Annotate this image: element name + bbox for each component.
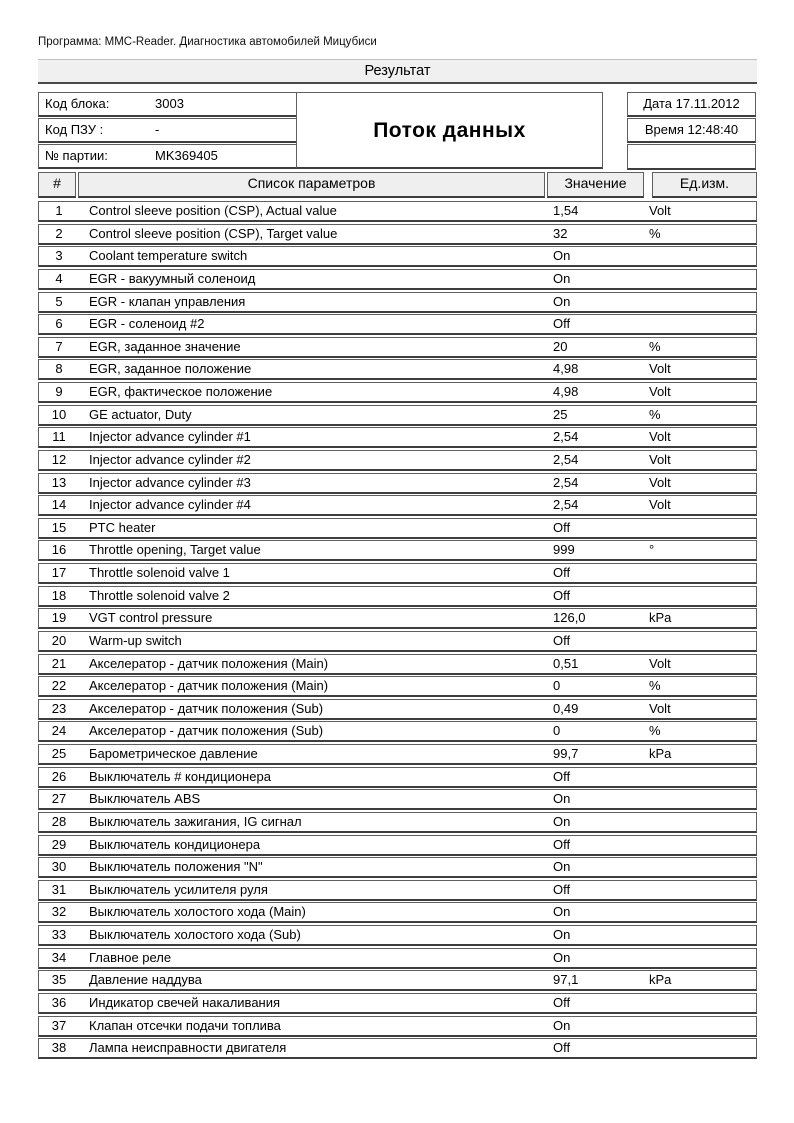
row-parameter: Акселератор - датчик положения (Main) <box>89 655 329 671</box>
row-number: 14 <box>51 497 67 513</box>
table-row <box>38 835 757 856</box>
row-parameter: Injector advance cylinder #3 <box>89 474 251 490</box>
row-number: 3 <box>55 248 63 264</box>
block-code-label: Код блока: <box>45 96 110 111</box>
row-unit: kPa <box>649 972 672 988</box>
row-parameter: Барометрическое давление <box>89 746 258 761</box>
row-value: On <box>553 927 571 942</box>
row-value: On <box>553 791 571 807</box>
row-parameter: Control sleeve position (CSP), Actual value <box>89 203 337 218</box>
rom-code-row <box>38 118 298 143</box>
table-row <box>38 767 757 788</box>
row-parameter: Warm-up switch <box>89 632 182 648</box>
row-number: 19 <box>51 610 67 626</box>
table-row <box>38 925 757 946</box>
row-parameter: Throttle solenoid valve 1 <box>89 565 230 580</box>
row-value: Off <box>553 632 571 648</box>
row-parameter: Throttle solenoid valve 2 <box>89 587 230 603</box>
table-row <box>38 812 757 833</box>
row-value: On <box>553 949 571 965</box>
row-value: 20 <box>553 338 568 354</box>
row-unit: % <box>649 338 661 354</box>
row-parameter: Выключатель положения "N" <box>89 859 263 875</box>
row-value: 126,0 <box>553 610 586 626</box>
row-number: 23 <box>51 700 67 716</box>
row-value: Off <box>553 881 571 897</box>
row-value: 2,54 <box>553 429 579 445</box>
row-value: On <box>553 813 571 829</box>
table-row <box>38 201 757 222</box>
row-number: 13 <box>51 474 67 490</box>
row-unit: Volt <box>649 497 671 513</box>
block-code-value: 3003 <box>155 96 184 111</box>
table-row <box>38 269 757 290</box>
row-value: 2,54 <box>553 474 579 490</box>
table-row <box>38 880 757 901</box>
empty-info-cell <box>627 144 756 170</box>
table-row <box>38 948 757 969</box>
row-number: 28 <box>51 813 67 829</box>
table-row <box>38 608 757 629</box>
row-number: 16 <box>51 542 67 558</box>
col-header-unit: Ед.изм. <box>652 172 757 198</box>
table-row <box>38 857 757 878</box>
row-value: On <box>553 1017 571 1033</box>
rom-code-value: - <box>155 122 160 137</box>
row-value: On <box>553 248 571 264</box>
row-parameter: EGR - вакуумный соленоид <box>89 270 256 286</box>
table-row <box>38 676 757 697</box>
row-value: Off <box>553 994 571 1010</box>
table-row <box>38 970 757 991</box>
row-value: Off <box>553 519 571 535</box>
row-value: 0 <box>553 678 561 694</box>
table-row <box>38 721 757 742</box>
row-value: On <box>553 859 571 875</box>
row-unit: Volt <box>649 429 671 445</box>
table-row <box>38 993 757 1014</box>
row-number: 2 <box>55 225 63 241</box>
row-unit: Volt <box>649 361 671 377</box>
row-parameter: Выключатель зажигания, IG сигнал <box>89 813 302 829</box>
row-value: 4,98 <box>553 384 579 399</box>
row-value: 2,54 <box>553 497 579 513</box>
row-unit: % <box>649 406 661 422</box>
table-row <box>38 337 757 358</box>
table-row <box>38 586 757 607</box>
row-parameter: Выключатель ABS <box>89 791 201 807</box>
row-number: 17 <box>51 565 67 580</box>
row-number: 8 <box>55 361 63 377</box>
row-unit: kPa <box>649 610 672 626</box>
row-value: 999 <box>553 542 575 558</box>
result-bar: Результат <box>38 59 757 84</box>
table-row <box>38 382 757 403</box>
row-parameter: Акселератор - датчик положения (Main) <box>89 678 329 694</box>
table-row <box>38 292 757 313</box>
table-row <box>38 405 757 426</box>
row-number: 34 <box>51 949 67 965</box>
row-number: 1 <box>55 203 63 218</box>
row-number: 38 <box>51 1040 67 1056</box>
row-parameter: PTC heater <box>89 519 156 535</box>
col-header-param: Список параметров <box>78 172 545 198</box>
row-parameter: EGR, заданное значение <box>89 338 241 354</box>
table-row <box>38 246 757 267</box>
table-row <box>38 314 757 335</box>
row-parameter: Лампа неисправности двигателя <box>89 1040 287 1056</box>
row-unit: % <box>649 678 661 694</box>
table-row <box>38 902 757 923</box>
table-row <box>38 1038 757 1059</box>
table-row <box>38 789 757 810</box>
row-parameter: EGR - клапан управления <box>89 293 246 309</box>
row-parameter: Injector advance cylinder #1 <box>89 429 251 445</box>
param-table-rows <box>38 201 757 1061</box>
row-number: 33 <box>51 927 67 942</box>
row-parameter: Выключатель усилителя руля <box>89 881 268 897</box>
table-row <box>38 654 757 675</box>
col-header-value: Значение <box>547 172 644 198</box>
row-value: Off <box>553 316 571 332</box>
row-unit: Volt <box>649 655 671 671</box>
row-number: 32 <box>51 904 67 920</box>
row-parameter: EGR, заданное положение <box>89 361 252 377</box>
row-value: On <box>553 904 571 920</box>
row-unit: Volt <box>649 451 671 467</box>
row-value: 1,54 <box>553 203 579 218</box>
row-parameter: Индикатор свечей накаливания <box>89 994 281 1010</box>
row-parameter: EGR, фактическое положение <box>89 384 273 399</box>
row-value: On <box>553 270 571 286</box>
row-number: 7 <box>55 338 63 354</box>
row-value: 0 <box>553 723 561 739</box>
time-cell: Время 12:48:40 <box>627 118 756 143</box>
batch-number-value: MK369405 <box>155 148 218 163</box>
program-title-line: Программа: MMC-Reader. Диагностика автомобилей Мицубиси <box>38 36 377 48</box>
table-row <box>38 631 757 652</box>
row-value: Off <box>553 836 571 852</box>
row-number: 11 <box>52 429 66 445</box>
row-value: 0,49 <box>553 700 579 716</box>
table-row <box>38 744 757 765</box>
row-unit: Volt <box>649 700 671 716</box>
row-number: 37 <box>51 1017 67 1033</box>
row-unit: kPa <box>649 746 672 761</box>
table-row <box>38 495 757 516</box>
row-value: Off <box>553 565 571 580</box>
row-number: 25 <box>51 746 67 761</box>
row-value: Off <box>553 768 571 784</box>
row-number: 15 <box>51 519 67 535</box>
table-row <box>38 699 757 720</box>
table-row <box>38 1016 757 1037</box>
row-parameter: GE actuator, Duty <box>89 406 192 422</box>
row-parameter: Control sleeve position (CSP), Target value <box>89 225 338 241</box>
row-value: 4,98 <box>553 361 579 377</box>
row-number: 9 <box>55 384 63 399</box>
row-number: 21 <box>51 655 67 671</box>
row-unit: % <box>649 723 661 739</box>
row-parameter: Throttle opening, Target value <box>89 542 261 558</box>
row-parameter: Injector advance cylinder #4 <box>89 497 251 513</box>
row-number: 20 <box>51 632 67 648</box>
row-unit: Volt <box>649 203 671 218</box>
row-value: 0,51 <box>553 655 579 671</box>
table-row <box>38 450 757 471</box>
table-row <box>38 473 757 494</box>
row-number: 5 <box>55 293 63 309</box>
row-unit: % <box>649 225 661 241</box>
row-value: 97,1 <box>553 972 579 988</box>
row-number: 26 <box>51 768 67 784</box>
row-unit: Volt <box>649 384 671 399</box>
row-value: 25 <box>553 406 568 422</box>
row-number: 24 <box>51 723 67 739</box>
table-row <box>38 563 757 584</box>
table-row <box>38 518 757 539</box>
row-parameter: EGR - соленоид #2 <box>89 316 205 332</box>
row-parameter: Акселератор - датчик положения (Sub) <box>89 723 324 739</box>
row-parameter: Выключатель холостого хода (Sub) <box>89 927 301 942</box>
block-code-row <box>38 92 298 117</box>
row-number: 4 <box>55 270 63 286</box>
row-number: 27 <box>51 791 67 807</box>
rom-code-label: Код ПЗУ : <box>45 122 104 137</box>
row-parameter: Акселератор - датчик положения (Sub) <box>89 700 324 716</box>
row-unit: Volt <box>649 474 671 490</box>
row-value: Off <box>553 1040 571 1056</box>
row-value: 32 <box>553 225 568 241</box>
row-number: 22 <box>51 678 67 694</box>
row-parameter: Давление наддува <box>89 972 202 988</box>
row-number: 12 <box>51 451 67 467</box>
row-value: 99,7 <box>553 746 579 761</box>
row-number: 36 <box>51 994 67 1010</box>
row-number: 35 <box>51 972 67 988</box>
table-row <box>38 540 757 561</box>
table-row <box>38 359 757 380</box>
col-header-num: # <box>38 172 76 198</box>
row-number: 30 <box>51 859 67 875</box>
table-row <box>38 427 757 448</box>
row-number: 6 <box>55 316 63 332</box>
row-parameter: VGT control pressure <box>89 610 213 626</box>
row-parameter: Выключатель # кондиционера <box>89 768 271 784</box>
document-title: Поток данных <box>296 92 603 169</box>
row-value: On <box>553 293 571 309</box>
row-number: 10 <box>51 406 67 422</box>
row-number: 18 <box>51 587 67 603</box>
row-unit: ° <box>649 542 655 558</box>
batch-number-row <box>38 144 298 169</box>
row-parameter: Выключатель холостого хода (Main) <box>89 904 306 920</box>
row-parameter: Выключатель кондиционера <box>89 836 261 852</box>
batch-number-label: № партии: <box>45 148 108 163</box>
row-value: Off <box>553 587 571 603</box>
row-number: 31 <box>51 881 67 897</box>
row-parameter: Coolant temperature switch <box>89 248 248 264</box>
row-parameter: Главное реле <box>89 949 172 965</box>
table-row <box>38 224 757 245</box>
row-number: 29 <box>51 836 67 852</box>
row-value: 2,54 <box>553 451 579 467</box>
row-parameter: Клапан отсечки подачи топлива <box>89 1017 281 1033</box>
row-parameter: Injector advance cylinder #2 <box>89 451 251 467</box>
date-cell: Дата 17.11.2012 <box>627 92 756 117</box>
